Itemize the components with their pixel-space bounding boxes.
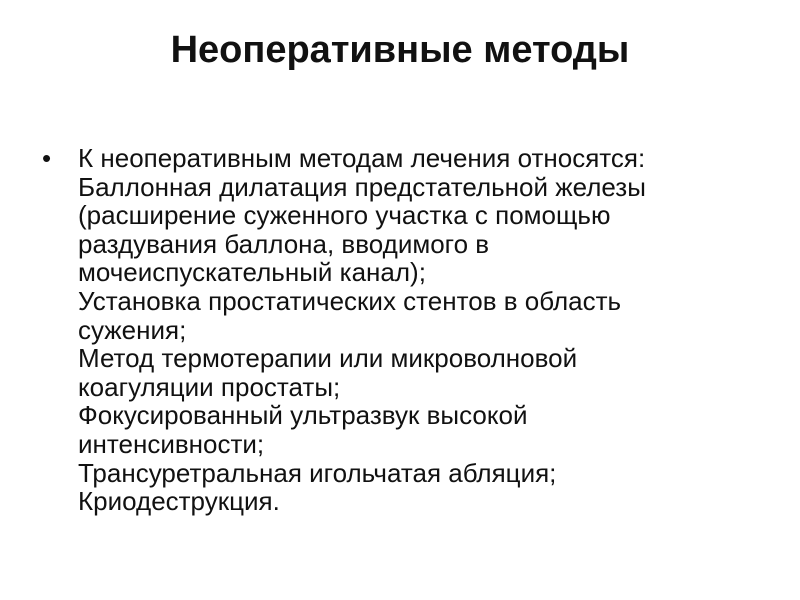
bullet-item bbox=[42, 144, 762, 516]
text-line: (расширение суженного участка с помощью bbox=[78, 200, 611, 231]
text-line: коагуляции простаты; bbox=[78, 371, 341, 402]
slide-title: Неоперативные методы bbox=[170, 29, 630, 71]
text-line: мочеиспускательный канал); bbox=[78, 257, 426, 288]
text-line: Установка простатических стентов в область bbox=[78, 285, 622, 316]
text-line: Баллонная дилатация предстательной железы bbox=[78, 171, 646, 202]
text-line: интенсивности; bbox=[78, 428, 265, 459]
text-line: К неоперативным методам лечения относятся: bbox=[78, 143, 646, 173]
text-line: сужения; bbox=[78, 314, 187, 345]
text-line: Трансуретральная игольчатая абляция; bbox=[78, 457, 557, 488]
text-line: Метод термотерапии или микроволновой bbox=[78, 343, 578, 374]
text-line: раздувания баллона, вводимого в bbox=[78, 228, 490, 259]
bullet-text bbox=[78, 144, 762, 516]
bullet-dot: • bbox=[42, 143, 52, 173]
text-line: Фокусированный ультразвук высокой bbox=[78, 400, 528, 431]
text-line: Криодеструкция. bbox=[78, 486, 280, 517]
